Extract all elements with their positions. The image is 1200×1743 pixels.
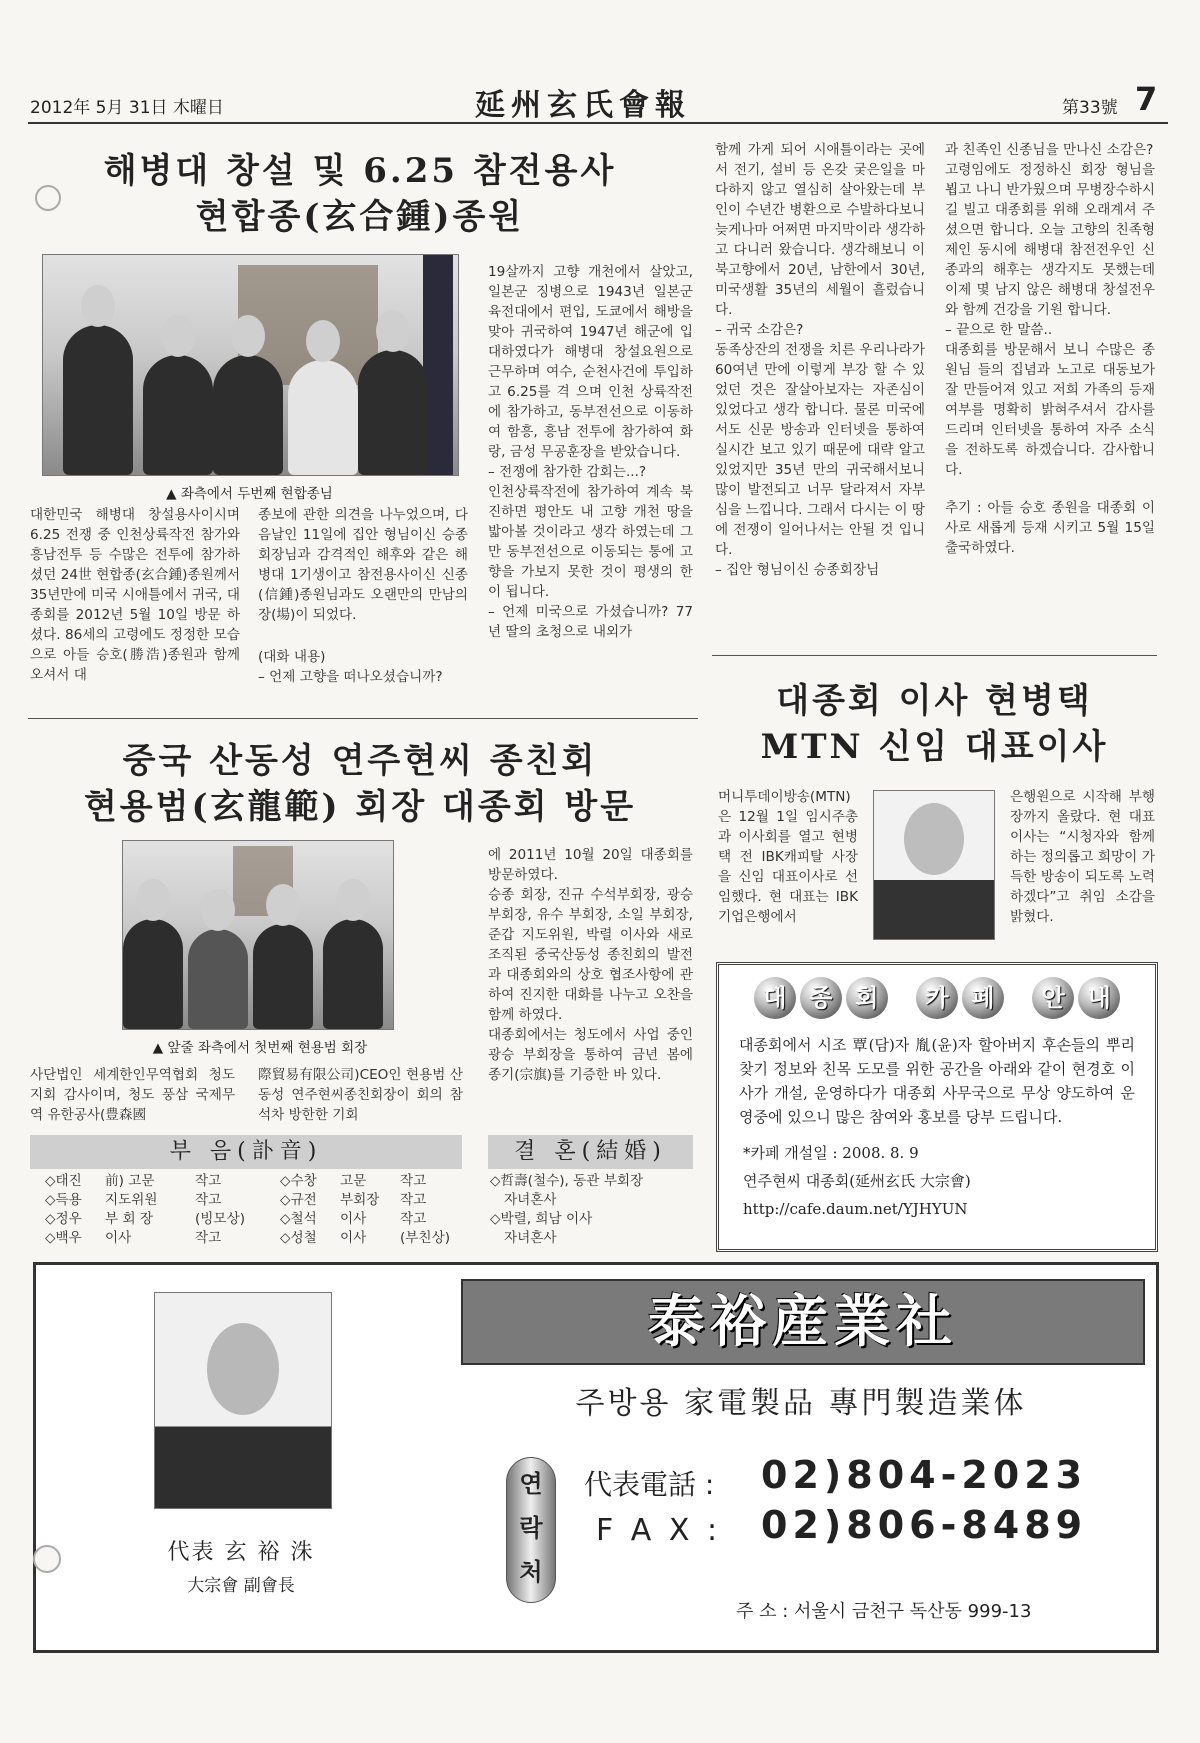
article1-photo — [42, 254, 459, 476]
obituary-list-left — [45, 1172, 250, 1248]
obituary-status: 작고 — [400, 1211, 427, 1227]
article3-col1-text: 머니투데이방송(MTN)은 12월 1일 임시주총과 이사회를 열고 현병택 전 IBK캐피탈 사장을 신임 대표이사로 선임했다. 현 대표는 IBK기업은행에서 — [718, 789, 858, 925]
article1-col2-label: (대화 내용) — [258, 649, 326, 665]
advertisement-box — [33, 1262, 1159, 1653]
article1-col1 — [30, 505, 240, 705]
article1-col2-text: 종보에 관한 의견을 나누었으며, 다음날인 11일에 집안 형님이신 승종회장님과 감격적인 해후와 같은 해병대 1기생이고 참전용사이신 신종(信鍾)종원님과도 오랜만의 만남의 장(場)이 되었다. — [258, 507, 468, 623]
article2-col2 — [258, 1065, 463, 1129]
article2-photo — [122, 840, 394, 1030]
cafe-title-char: 종 — [800, 977, 842, 1019]
obituary-role: 고문 — [340, 1173, 367, 1189]
obituary-name: ◇수창 — [280, 1173, 317, 1189]
wedding-title: 결 혼(結婚) — [488, 1135, 693, 1169]
wedding-line: 자녀혼사 — [504, 1192, 557, 1208]
page-number: 7 — [1135, 80, 1158, 118]
article3-headline-line2: MTN 신임 대표이사 — [760, 727, 1109, 767]
person-figure — [123, 919, 183, 1029]
article2-col1-text: 사단법인 세계한인무역협회 청도지회 감사이며, 청도 풍삼 국제무역 유한공사(豊森國 — [30, 1067, 235, 1123]
article3-col1 — [718, 787, 858, 947]
person-figure — [288, 360, 358, 475]
cafe-title-char: 페 — [962, 977, 1004, 1019]
cafe-title-char: 내 — [1078, 977, 1120, 1019]
cafe-title-char: 대 — [754, 977, 796, 1019]
cafe-title-char: 회 — [846, 977, 888, 1019]
person-figure — [143, 355, 213, 475]
contact-label-char: 처 — [519, 1557, 543, 1586]
section-rule — [28, 718, 698, 719]
punch-hole-icon — [33, 1545, 61, 1573]
obituary-role: 前) 고문 — [105, 1173, 155, 1189]
person-figure — [358, 350, 428, 475]
article1-col5-question: – 끝으로 한 말씀.. — [945, 322, 1053, 338]
article1-headline — [30, 148, 690, 240]
article1-col4 — [715, 140, 925, 650]
obituary-name: ◇성철 — [280, 1230, 317, 1246]
cafe-body: 대종회에서 시조 覃(담)자 胤(윤)자 할아버지 후손들의 뿌리 찾기 정보와 친목 도모를 위한 공간을 아래와 같이 현경호 이사가 개설, 운영하다가 대종회 사무국으로 무상 양도하여 운영중에 있으니 많은 참여와 홍보를 당부 드립니다. — [739, 1036, 1135, 1126]
obituary-role: 이사 — [340, 1211, 367, 1227]
fax-number: 02)806-8489 — [761, 1503, 1088, 1547]
obituary-status: (빙모상) — [195, 1211, 246, 1227]
face-shape — [904, 803, 964, 875]
article2-col3-text2: 승종 회장, 진규 수석부회장, 광승 부회장, 유수 부회장, 소일 부회장, 준갑 지도위원, 박렬 이사와 새로 조직된 중국산동성 종친회의 발전과 대종회와의 상호 협조사항에 관하여 진지한 대화를 나누고 오찬을 함께 하였다. — [488, 887, 693, 1023]
wedding-line: ◇哲壽(철수), 동관 부회장 — [490, 1173, 644, 1189]
header-rule — [28, 122, 1168, 124]
cafe-title — [719, 977, 1155, 1019]
article3-headline-line1: 대종회 이사 현병택 — [776, 681, 1093, 721]
representative-title: 大宗會 副會長 — [187, 1576, 295, 1596]
wedding-line: 자녀혼사 — [504, 1230, 557, 1246]
person-figure — [213, 355, 283, 475]
article2-col3 — [488, 845, 693, 1130]
article2-headline-line1: 중국 산동성 연주현씨 종친회 — [122, 741, 598, 781]
person-figure — [323, 919, 383, 1029]
article2-col3-text: 에 2011년 10월 20일 대종회를 방문하였다. — [488, 847, 693, 883]
obituary-name: ◇정우 — [45, 1211, 82, 1227]
article2-col3-text3: 대종회에서는 청도에서 사업 중인 광승 부회장을 통하여 금년 봄에 종기(宗旗)를 기증한 바 있다. — [488, 1027, 693, 1083]
obituary-role: 부 회 장 — [105, 1211, 154, 1227]
article1-headline-line2: 현합종(玄合鍾)종원 — [195, 197, 525, 237]
obituary-status: 작고 — [195, 1192, 222, 1208]
phone-number: 02)804-2023 — [761, 1453, 1088, 1497]
obituary-name: ◇득용 — [45, 1192, 82, 1208]
obituary-list-right — [280, 1172, 470, 1248]
cafe-title-char: 카 — [916, 977, 958, 1019]
obituary-status: 작고 — [195, 1173, 222, 1189]
cafe-opened-date: *카페 개설일 : 2008. 8. 9 — [743, 1144, 919, 1162]
issue-number: 第33號 — [1062, 98, 1118, 118]
obituary-status: 작고 — [400, 1173, 427, 1189]
article1-col2 — [258, 505, 468, 705]
cafe-title-char: 안 — [1032, 977, 1074, 1019]
obituary-status: 작고 — [195, 1230, 222, 1246]
representative-photo — [154, 1292, 332, 1509]
person-figure — [253, 924, 313, 1029]
obituary-status: (부친상) — [400, 1230, 451, 1246]
issue-date: 2012年 5月 31日 木曜日 — [30, 98, 224, 118]
article2-caption: ▲ 앞줄 좌측에서 첫번째 현용범 회장 — [152, 1040, 368, 1056]
obituary-role: 부회장 — [340, 1192, 380, 1208]
article2-headline-line2: 현용범(玄龍範) 회장 대종회 방문 — [83, 787, 637, 827]
article1-col4-answer: 동족상잔의 전쟁을 치른 우리나라가 60여년 만에 이렇게 부강 할 수 있었던 것은 잘살아보자는 자존심이 있었다고 생각 합니다. 물론 미국에서도 신문 방송과 인터넷을 통하여 실시간 보고 있기 때문에 대략 알고 있었지만 35년 만의 귀국해서보니 많이 발전되고 너무 달라져서 자부심을 느낍니다. 그래서 다시는 이 땅에 전쟁이 일어나서는 안될 것 입니다. — [715, 342, 925, 558]
punch-hole-icon — [35, 185, 61, 211]
obituary-role: 이사 — [105, 1230, 132, 1246]
phone-label: 代表電話 : — [584, 1468, 715, 1501]
company-banner: 泰裕産業社 — [461, 1279, 1145, 1365]
article1-col5-answer2: 대종회를 방문해서 보니 수많은 종원님 들의 집념과 노고로 대동보가 잘 만들어져 있고 저희 가족의 등재여부를 명확히 밝혀주셔서 감사를 드리며 인터넷을 통하여 자주 소식을 전하도록 하겠습니다. 감사합니다. — [945, 342, 1155, 478]
article1-caption: ▲ 좌측에서 두번째 현합종님 — [166, 486, 333, 502]
contact-label-char: 락 — [519, 1513, 543, 1542]
article1-col3-question: – 전쟁에 참가한 감회는...? — [488, 464, 647, 480]
article1-headline-line1: 해병대 창설 및 6.25 참전용사 — [103, 151, 617, 191]
obituary-name: ◇철석 — [280, 1211, 317, 1227]
article1-col3 — [488, 262, 693, 707]
article1-col4-text: 함께 가게 되어 시애틀이라는 곳에서 전기, 설비 등 온갖 궂은일을 마다하지 않고 열심히 살아왔는데 부인이 수년간 병환으로 수발하다보니 늦게나마 어쩌면 마지막이라 생각하고 다니러 왔습니다. 생각해보니 이북고향에서 20년, 남한에서 30년, 미국생활 35년의 세월이 흘렀습니다. — [715, 142, 925, 318]
article1-col5-text: 과 친족인 신종님을 만나신 소감은? — [945, 142, 1154, 158]
article1-col3-text: 19살까지 고향 개천에서 살았고, 일본군 징병으로 1943년 일본군 육전대에서 편입, 도쿄에서 해방을 맞아 귀국하여 1947년 해군에 입대하였다가 해병대 창설요원으로 근무하며 여수, 순천사건에 투입하고 6.25를 격 으며 인천 상륙작전에 참가하고, 동부전선으로 이동하여 함흥, 흥남 전투에 참가하여 화랑, 금성 무공훈장을 받았습니다. — [488, 264, 693, 460]
article2-col1 — [30, 1065, 235, 1129]
article3-col2-text: 은행원으로 시작해 부행장까지 올랐다. 현 대표이사는 “시청자와 함께하는 정의롭고 희망이 가득한 방송이 되도록 노력하겠다”고 취임 소감을 밝혔다. — [1010, 789, 1155, 925]
obituary-name: ◇백우 — [45, 1230, 82, 1246]
obituary-status: 작고 — [400, 1192, 427, 1208]
wedding-list — [490, 1172, 695, 1248]
section-rule — [712, 655, 1157, 656]
article1-col3-answer: 인천상륙작전에 참가하여 계속 북진하면 평안도 내 고향 개천 땅을 밟아볼 것이라고 생각 하였는데 그만 동부전선으로 이동되는 통에 고향을 가보지 못한 것이 평생의 한이 됩니다. — [488, 484, 693, 600]
fax-label: F A X : — [596, 1513, 722, 1548]
wedding-line: ◇박렬, 희남 이사 — [490, 1211, 593, 1227]
company-address: 주 소 : 서울시 금천구 독산동 999-13 — [736, 1601, 1032, 1622]
person-figure — [63, 325, 133, 475]
contact-label-char: 연 — [519, 1469, 543, 1498]
cafe-notice-box — [716, 962, 1158, 1252]
newspaper-title: 延州玄氏會報 — [475, 88, 691, 123]
obituary-role: 이사 — [340, 1230, 367, 1246]
obituary-name: ◇규전 — [280, 1192, 317, 1208]
obituary-name: ◇태진 — [45, 1173, 82, 1189]
article1-col3-question2: – 언제 미국으로 가셨습니까? 77년 딸의 초청으로 내외가 — [488, 604, 693, 640]
article2-col2-text: 際貿易有限公司)CEO인 현용범 산동성 연주현씨종친회장이 회의 참석차 방한한 기회 — [258, 1067, 463, 1123]
representative-name: 代表 玄 裕 洙 — [167, 1540, 315, 1565]
obituary-title: 부 음(訃音) — [30, 1135, 462, 1169]
article1-col4-question2: – 집안 형님이신 승종회장님 — [715, 562, 880, 578]
cafe-name: 연주현씨 대종회(延州玄氏 大宗會) — [743, 1172, 971, 1190]
article1-col4-question: – 귀국 소감은? — [715, 322, 804, 338]
company-tagline: 주방용 家電製品 專門製造業体 — [575, 1386, 1027, 1421]
article1-col5-postscript: 추기 : 아들 승호 종원을 대종회 이사로 새롭게 등재 시키고 5월 15일 출국하였다. — [945, 500, 1155, 556]
contact-label-pill — [506, 1457, 556, 1603]
cafe-url-link[interactable]: http://cafe.daum.net/YJHYUN — [743, 1200, 968, 1218]
article1-col1-text: 대한민국 해병대 창설용사이시며 6.25 전쟁 중 인천상륙작전 참가와 흥남전투 등 수많은 전투에 참가하셨던 24世 현합종(玄合鍾)종원께서 35년만에 미국 시애틀에서 귀국, 대종회를 2012년 5월 10일 방문 하셨다. 86세의 고령에도 정정한 모습으로 아들 승호(勝浩)종원과 함께 오셔서 대 — [30, 507, 240, 683]
cafe-details — [743, 1139, 1131, 1223]
article3-headline — [712, 678, 1157, 770]
obituary-role: 지도위원 — [105, 1192, 158, 1208]
face-shape — [207, 1323, 279, 1415]
article1-col5 — [945, 140, 1155, 650]
person-figure — [188, 929, 248, 1029]
article1-col5-answer: 고령임에도 정정하신 회장 형님을 뵙고 나니 반가웠으며 무병장수하시길 빌고 대종회를 위해 오래계셔 주셨으면 합니다. 오늘 고향의 친족형제인 동시에 해병대 참전전우인 신종과의 해후는 생각지도 못했는데 이제 몇 남지 않은 해병대 창설전우와 함께 건강을 기원 합니다. — [945, 162, 1155, 318]
article3-photo — [873, 790, 995, 940]
article3-col2 — [1010, 787, 1155, 947]
article1-col2-question: – 언제 고향을 떠나오셨습니까? — [258, 669, 443, 685]
article2-headline — [30, 738, 690, 830]
